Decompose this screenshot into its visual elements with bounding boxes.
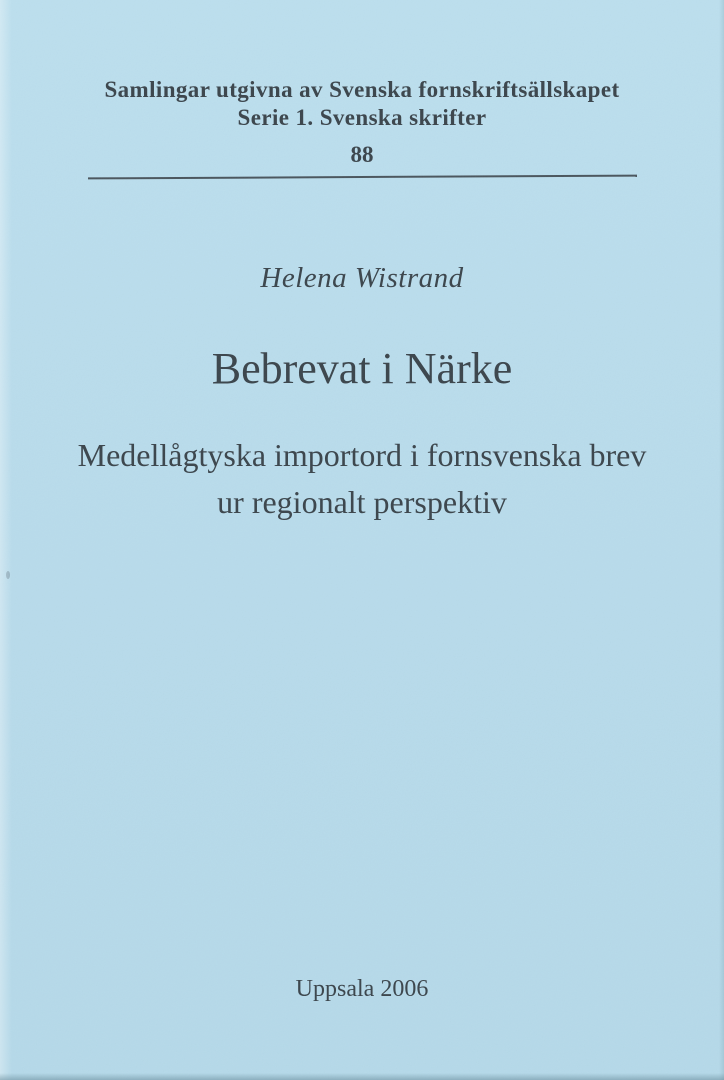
- series-line-1: Samlingar utgivna av Svenska fornskriftsällskapet: [104, 77, 620, 102]
- subtitle-line-1: Medellågtyska importord i fornsvenska brev: [77, 437, 647, 473]
- book-title: Bebrevat i Närke: [211, 344, 513, 393]
- subtitle-line-2: ur regionalt perspektiv: [217, 484, 507, 520]
- volume-number: 88: [350, 142, 374, 167]
- divider-rule: [88, 175, 637, 180]
- author-name: Helena Wistrand: [260, 262, 464, 294]
- series-heading: [0, 76, 724, 132]
- bottom-edge-shadow: [0, 1073, 724, 1080]
- imprint: Uppsala 2006: [295, 976, 429, 1002]
- series-line-2: Serie 1. Svenska skrifter: [237, 105, 487, 130]
- book-subtitle: [0, 432, 724, 526]
- paper-speck: [6, 571, 10, 579]
